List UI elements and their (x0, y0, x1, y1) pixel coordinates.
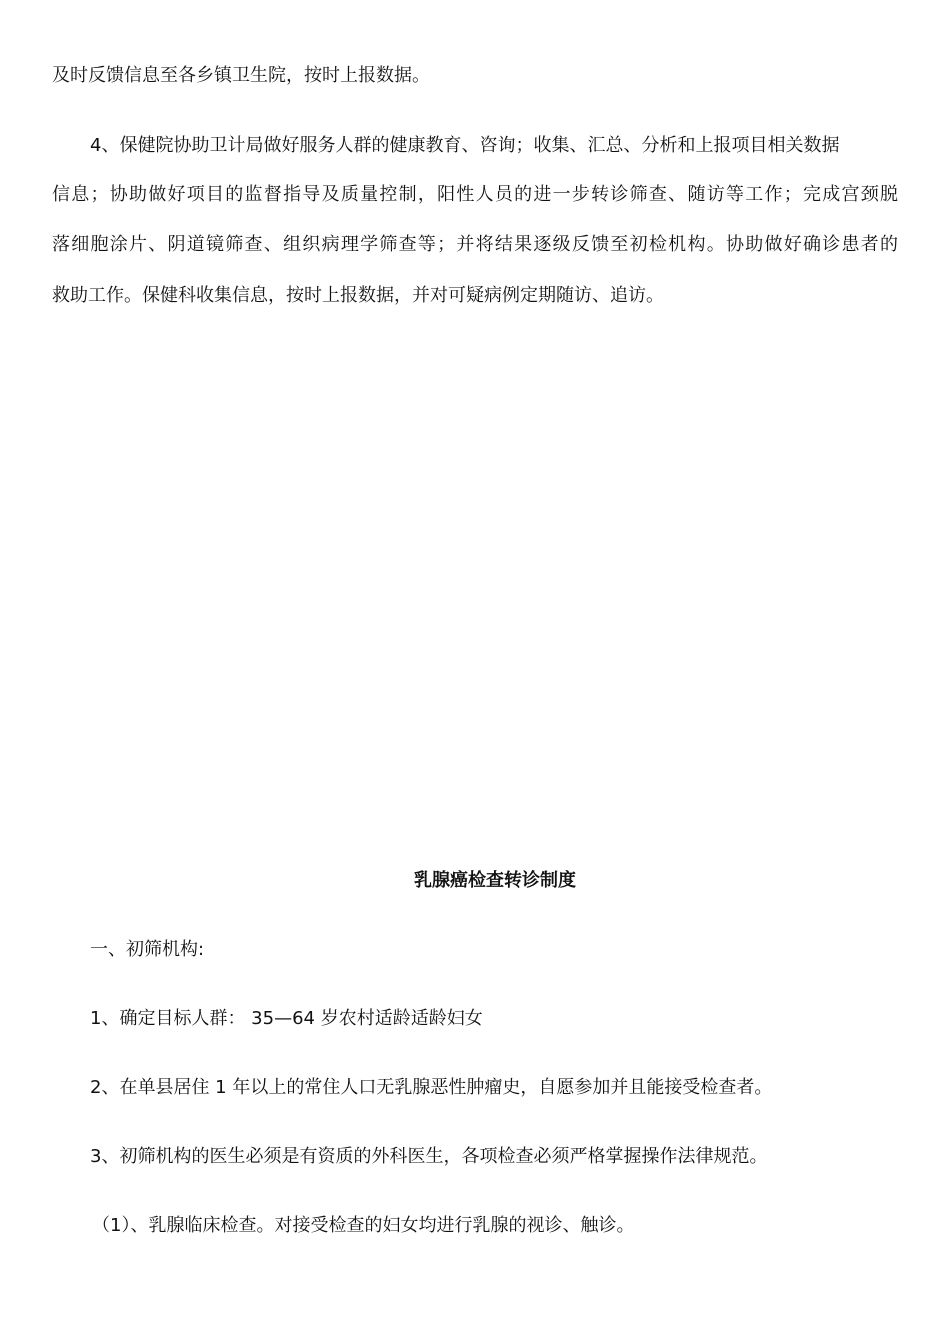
heading-initial-screening: 一、初筛机构: (90, 939, 205, 960)
item-3-sub-1: （1）、乳腺临床检查。对接受检查的妇女均进行乳腺的视诊、触诊。 (92, 1215, 635, 1236)
section-title: 乳腺癌检查转诊制度 (414, 870, 576, 891)
paragraph-4-line-4: 救助工作。保健科收集信息，按时上报数据，并对可疑病例定期随访、追访。 (52, 285, 664, 306)
item-3: 3、初筛机构的医生必须是有资质的外科医生，各项检查必须严格掌握操作法律规范。 (90, 1146, 768, 1167)
item-2: 2、在单县居住 1 年以上的常住人口无乳腺恶性肿瘤史，自愿参加并且能接受检查者。 (90, 1077, 773, 1098)
paragraph-4-line-3: 落细胞涂片、阴道镜筛查、组织病理学筛查等；并将结果逐级反馈至初检机构。协助做好确诊患者的 (52, 234, 898, 255)
paragraph-4-line-2: 信息；协助做好项目的监督指导及质量控制，阳性人员的进一步转诊筛查、随访等工作；完成宫颈脱 (52, 184, 898, 205)
item-1: 1、确定目标人群： 35—64 岁农村适龄适龄妇女 (90, 1008, 483, 1029)
paragraph-4-line-1: 4、保健院协助卫计局做好服务人群的健康教育、咨询；收集、汇总、分析和上报项目相关数据 (90, 135, 840, 156)
paragraph-continuation: 及时反馈信息至各乡镇卫生院，按时上报数据。 (52, 65, 430, 86)
